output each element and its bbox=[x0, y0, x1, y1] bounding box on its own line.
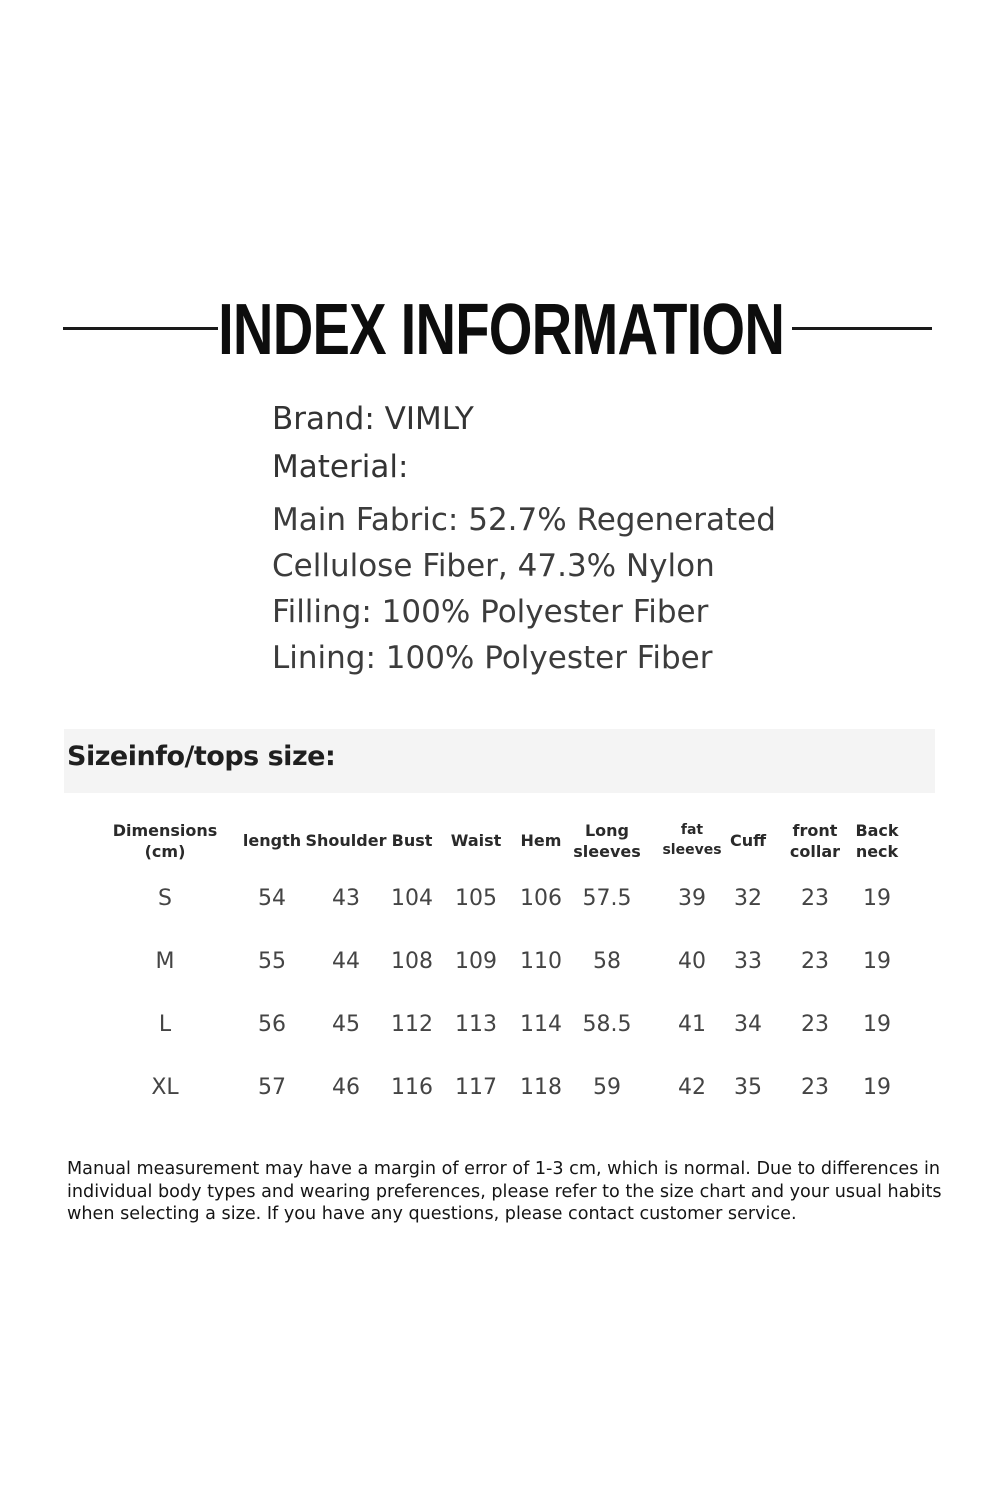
fabric-line: Lining: 100% Polyester Fiber bbox=[272, 640, 713, 676]
table-cell: 23 bbox=[801, 1012, 829, 1037]
table-cell: 19 bbox=[863, 949, 891, 974]
table-cell: 104 bbox=[391, 886, 433, 911]
table-cell: 40 bbox=[678, 949, 706, 974]
product-info bbox=[272, 396, 912, 681]
size-label-cell: M bbox=[155, 949, 175, 974]
column-header bbox=[113, 820, 218, 862]
column-header-line: Dimensions bbox=[112, 821, 218, 840]
title-rule-right bbox=[792, 327, 932, 330]
column-header-line: Hem bbox=[520, 831, 562, 850]
column-header-line: Bust bbox=[391, 831, 433, 850]
column-header-line: collar bbox=[789, 842, 841, 861]
column-header-line: fat bbox=[680, 822, 704, 838]
table-cell: 110 bbox=[520, 949, 562, 974]
table-cell: 55 bbox=[258, 949, 286, 974]
fabric-line: Filling: 100% Polyester Fiber bbox=[272, 594, 709, 630]
column-header bbox=[573, 820, 641, 862]
table-cell: 108 bbox=[391, 949, 433, 974]
table-cell: 105 bbox=[455, 886, 497, 911]
column-header bbox=[521, 830, 562, 851]
size-table bbox=[0, 812, 1000, 1122]
size-label-cell: S bbox=[158, 886, 172, 911]
column-header-line: front bbox=[792, 821, 838, 840]
size-label-cell: L bbox=[158, 1012, 172, 1037]
size-table-heading: Sizeinfo/tops size: bbox=[67, 741, 336, 772]
column-header bbox=[392, 830, 433, 851]
material-label: Material: bbox=[272, 449, 409, 485]
table-cell: 113 bbox=[455, 1012, 497, 1037]
table-cell: 57.5 bbox=[582, 886, 632, 911]
table-cell: 116 bbox=[391, 1075, 433, 1100]
brand-line: Brand: VIMLY bbox=[272, 401, 474, 437]
column-header-line: Back bbox=[855, 821, 899, 840]
measurement-note: Manual measurement may have a margin of error of 1-3 cm, which is normal. Due to differences in individual body types and wearing preferences, please refer to the size chart and your usual habits when selecting a size. If you have any questions, please contact customer service. bbox=[67, 1159, 942, 1224]
table-cell: 19 bbox=[863, 886, 891, 911]
table-cell: 109 bbox=[455, 949, 497, 974]
table-cell: 44 bbox=[332, 949, 360, 974]
column-header bbox=[451, 830, 502, 851]
column-header bbox=[855, 820, 898, 862]
table-cell: 56 bbox=[258, 1012, 286, 1037]
table-cell: 32 bbox=[734, 886, 762, 911]
table-cell: 106 bbox=[520, 886, 562, 911]
table-cell: 33 bbox=[734, 949, 762, 974]
table-cell: 19 bbox=[863, 1012, 891, 1037]
table-cell: 45 bbox=[332, 1012, 360, 1037]
fabric-line: Cellulose Fiber, 47.3% Nylon bbox=[272, 548, 715, 584]
fabric-line: Main Fabric: 52.7% Regenerated bbox=[272, 502, 776, 538]
column-header-line: sleeves bbox=[573, 842, 641, 861]
size-table-heading-bar bbox=[64, 729, 935, 793]
table-cell: 39 bbox=[678, 886, 706, 911]
column-header bbox=[662, 820, 721, 860]
column-header bbox=[306, 830, 387, 851]
table-cell: 58 bbox=[593, 949, 621, 974]
column-header-line: Shoulder bbox=[305, 831, 387, 850]
table-cell: 23 bbox=[801, 949, 829, 974]
column-header-line: sleeves bbox=[662, 842, 722, 858]
table-cell: 41 bbox=[678, 1012, 706, 1037]
column-header-line: Waist bbox=[450, 831, 502, 850]
table-cell: 57 bbox=[258, 1075, 286, 1100]
column-header-line: Cuff bbox=[729, 831, 767, 850]
table-cell: 117 bbox=[455, 1075, 497, 1100]
table-cell: 42 bbox=[678, 1075, 706, 1100]
table-cell: 59 bbox=[593, 1075, 621, 1100]
column-header-line: neck bbox=[855, 842, 899, 861]
table-cell: 46 bbox=[332, 1075, 360, 1100]
column-header bbox=[243, 830, 301, 851]
column-header bbox=[730, 830, 766, 851]
size-label-cell: XL bbox=[151, 1075, 179, 1100]
table-cell: 19 bbox=[863, 1075, 891, 1100]
table-cell: 112 bbox=[391, 1012, 433, 1037]
table-cell: 34 bbox=[734, 1012, 762, 1037]
column-header bbox=[790, 820, 840, 862]
table-cell: 58.5 bbox=[582, 1012, 632, 1037]
table-cell: 54 bbox=[258, 886, 286, 911]
column-header-line: length bbox=[242, 831, 302, 850]
page-title: INDEX INFORMATION bbox=[218, 290, 785, 370]
column-header-line: Long bbox=[584, 821, 630, 840]
column-header-line: (cm) bbox=[144, 842, 186, 861]
table-cell: 43 bbox=[332, 886, 360, 911]
table-cell: 114 bbox=[520, 1012, 562, 1037]
table-cell: 23 bbox=[801, 1075, 829, 1100]
table-cell: 35 bbox=[734, 1075, 762, 1100]
table-cell: 118 bbox=[520, 1075, 562, 1100]
table-cell: 23 bbox=[801, 886, 829, 911]
